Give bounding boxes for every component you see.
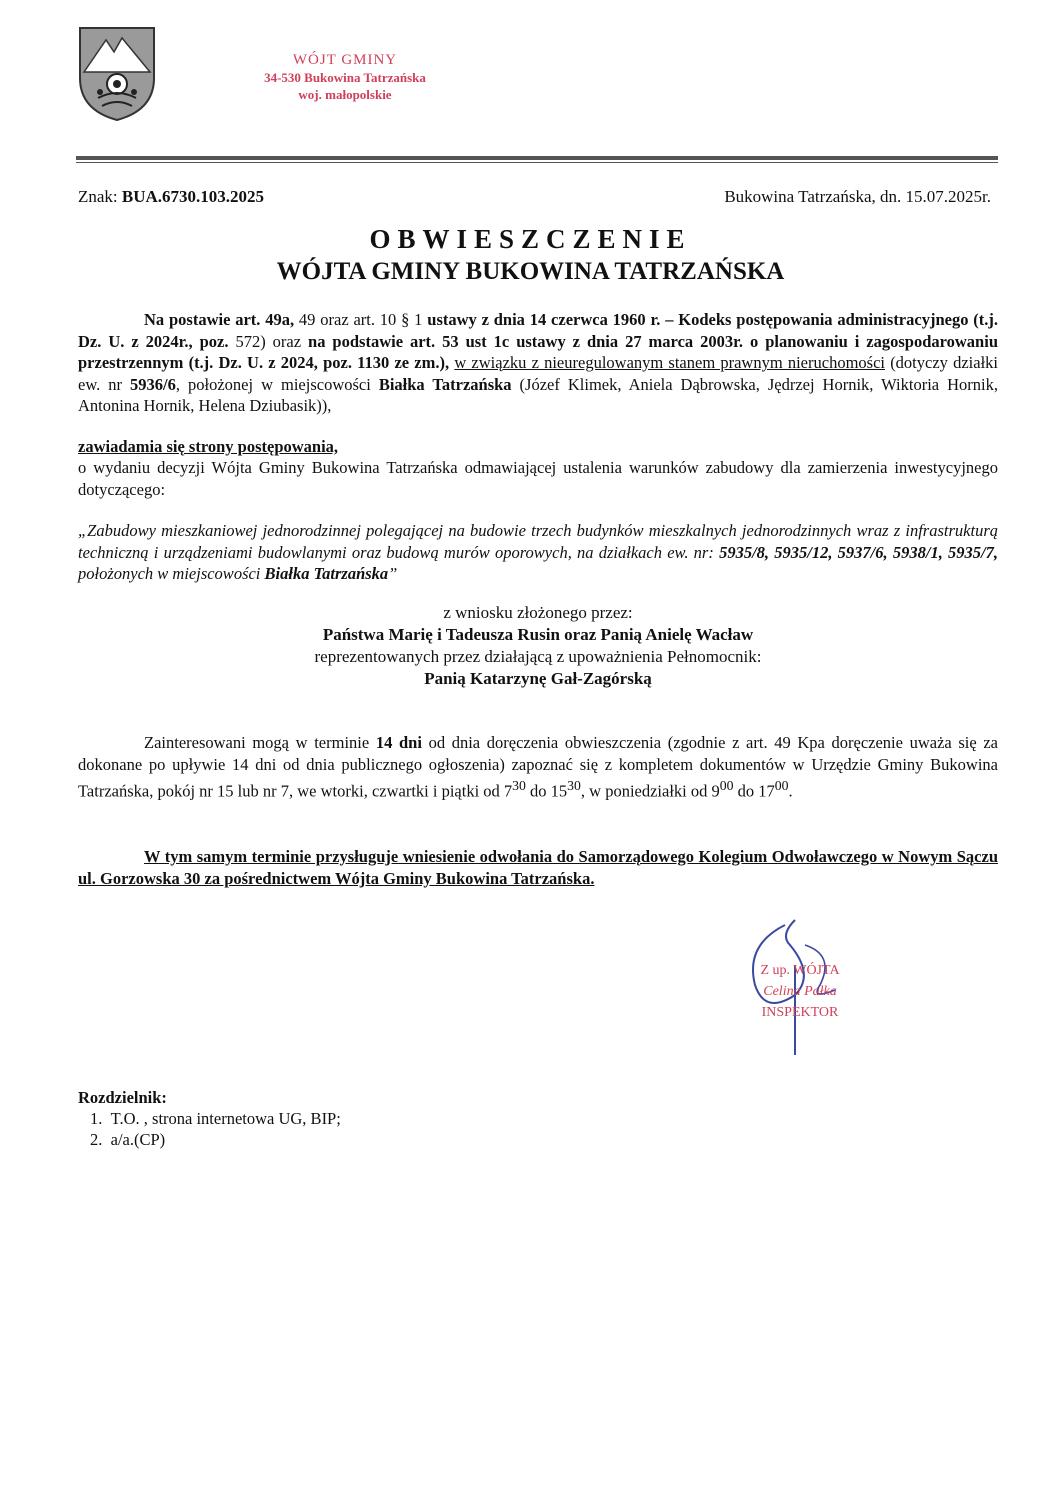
header-divider-thin (76, 162, 998, 163)
representative-intro: reprezentowanych przez działającą z upoważnienia Pełnomocnik: (314, 647, 762, 666)
place-date: Bukowina Tatrzańska, dn. 15.07.2025r. (724, 187, 991, 206)
document-subtitle: WÓJTA GMINY BUKOWINA TATRZAŃSKA (276, 258, 785, 285)
signature-line-3: INSPEKTOR (761, 1005, 839, 1020)
reference-number (78, 187, 264, 207)
stamp-line-3: woj. małopolskie (298, 87, 392, 102)
representative-name: Panią Katarzynę Gał-Zagórską (424, 669, 652, 688)
notice-heading: zawiadamia się strony postępowania, (78, 437, 339, 456)
distribution-item: 2. a/a.(CP) (90, 1130, 166, 1149)
office-stamp (230, 52, 460, 103)
applicant-names: Państwa Marię i Tadeusza Rusin oraz Panią Anielę Wacław (322, 625, 754, 644)
signature-stamp (735, 960, 865, 1023)
notice-text: o wydaniu decyzji Wójta Gminy Bukowina Tatrzańska odmawiającej ustalenia warunków zabudowy dla zamierzenia inwestycyjnego dotyczącego: (78, 458, 998, 499)
appeal-paragraph: W tym samym terminie przysługuje wniesienie odwołania do Samorządowego Kolegium Odwoławczego w Nowym Sączu ul. Gorzowska 30 za pośrednictwem Wójta Gminy Bukowina Tatrzańska. (78, 847, 998, 888)
signature-line-1: Z up. WÓJTA (760, 963, 840, 978)
document-title: OBWIESZCZENIE (369, 224, 692, 254)
applicant-intro: z wniosku złożonego przez: (443, 603, 633, 622)
reference-label: Znak: (78, 187, 118, 206)
legal-basis-paragraph: Na postawie art. 49a, 49 oraz art. 10 § 1 ustawy z dnia 14 czerwca 1960 r. – Kodeks postępowania administracyjnego (t.j. Dz. U. z 2024r., poz. 572) oraz na podstawie art. 53 ust 1c ustawy z dnia 27 marca 2003r. o planowaniu i zagospodarowaniu przestrzennym (t.j. Dz. U. z 2024, poz. 1130 ze zm.), w związku z nieuregulowanym stanem prawnym nieruchomości (dotyczy działki ew. nr 5936/6, położonej w miejscowości Białka Tatrzańska (Józef Klimek, Aniela Dąbrowska, Jędrzej Hornik, Wiktoria Hornik, Antonina Hornik, Helena Dziubasik)), (78, 310, 999, 415)
coat-of-arms-icon (78, 26, 156, 122)
distribution-heading: Rozdzielnik: (78, 1088, 167, 1107)
stamp-line-2: 34-530 Bukowina Tatrzańska (264, 70, 426, 85)
inspection-info-paragraph: Zainteresowani mogą w terminie 14 dni od dnia doręczenia obwieszczenia (zgodnie z art. 49 Kpa doręczenie uważa się za dokonane po upływie 14 dni od dnia publicznego ogłoszenia) zapoznać się z kompletem dokumentów w Urzędzie Gminy Bukowina Tatrzańska, pokój nr 15 lub nr 7, we wtorki, czwartki i piątki od $7^{30}$ do $15^{30}$, w poniedziałki od $9^{00}$ do $17^{00}$. (78, 733, 998, 801)
distribution-item: 1. T.O. , strona internetowa UG, BIP; (90, 1109, 341, 1128)
project-description: „Zabudowy mieszkaniowej jednorodzinnej polegającej na budowie trzech budynków mieszkalnych jednorodzinnych wraz z infrastrukturą techniczną i urządzeniami budowlanymi oraz budową murów oporowych, na działkach ew. nr: 5935/8, 5935/12, 5937/6, 5938/1, 5935/7, położonych w miejscowości Białka Tatrzańska” (78, 521, 998, 583)
stamp-line-1: WÓJT GMINY (292, 52, 398, 68)
reference-value: BUA.6730.103.2025 (121, 187, 265, 206)
signature-line-2: Celina Pałka (763, 984, 837, 999)
header-divider (76, 156, 998, 160)
